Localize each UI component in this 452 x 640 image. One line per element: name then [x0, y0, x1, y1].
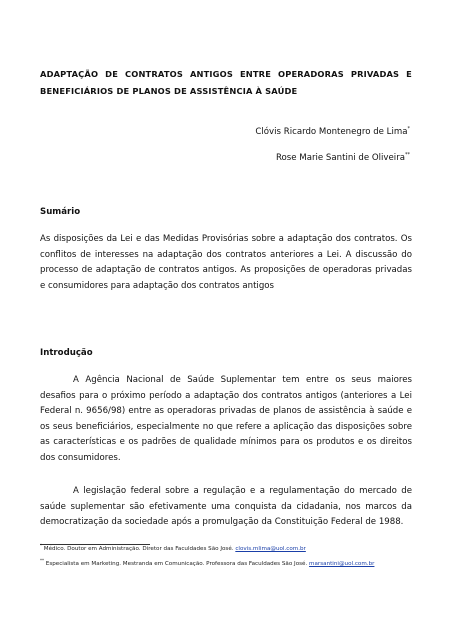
- footnote-1: [40, 541, 412, 554]
- author-1: [255, 126, 410, 137]
- author-2-name: Rose Marie Santini de Oliveira: [275, 153, 405, 163]
- footnote-2: [40, 556, 412, 569]
- paper-title: ADAPTAÇÃO DE CONTRATOS ANTIGOS ENTRE OPERADORAS PRIVADAS E BENEFICIÁRIOS DE PLANOS DE ASSISTÊNCIA À SAÚDE: [40, 69, 412, 96]
- introducao-paragraph-1: A Agência Nacional de Saúde Suplementar tem entre os seus maiores desafios para o próximo período a adaptação dos contratos antigos (anteriores a Lei Federal n. 9656/98) entre as operadoras privadas de planos de assistência à saúde e os seus beneficiários, especialmente no que refere a aplicação das disposições sobre as características e os padrões de qualidade mínimos para os produtos e os direitos dos consumidores.: [40, 375, 412, 463]
- sumario-heading: Sumário: [40, 207, 81, 217]
- footnote-1-mark: *: [40, 543, 42, 548]
- footnote-1-text: Médico. Doutor em Administração. Diretor das Faculdades São José.: [43, 546, 234, 552]
- author-2: [276, 152, 410, 163]
- introducao-paragraph-2: A legislação federal sobre a regulação e a regulamentação do mercado de saúde suplementar são efetivamente uma conquista da cidadania, nos marcos da democratização da sociedade após a promulgação da Constituição Federal de 1988.: [40, 486, 412, 528]
- author-1-name: Clóvis Ricardo Montenegro de Lima: [255, 127, 408, 137]
- footnote-1-email-link[interactable]: clovis.mlima@uol.com.br: [235, 546, 306, 552]
- author-2-mark: **: [405, 152, 410, 158]
- introducao-heading: Introdução: [40, 348, 93, 358]
- footnote-2-mark: **: [40, 558, 44, 563]
- footnote-2-text: Especialista em Marketing. Mestranda em Comunicação. Professora das Faculdades São José.: [45, 561, 308, 567]
- footnote-2-email-link[interactable]: marsantini@uol.com.br: [309, 561, 375, 567]
- sumario-text: As disposições da Lei e das Medidas Provisórias sobre a adaptação dos contratos. Os conflitos de interesses na adaptação dos contratos anteriores a Lei. A discussão do processo de adaptação de contratos antigos. As proposições de operadoras privadas e consumidores para adaptação dos contratos antigos: [40, 234, 412, 291]
- author-1-mark: *: [407, 126, 410, 132]
